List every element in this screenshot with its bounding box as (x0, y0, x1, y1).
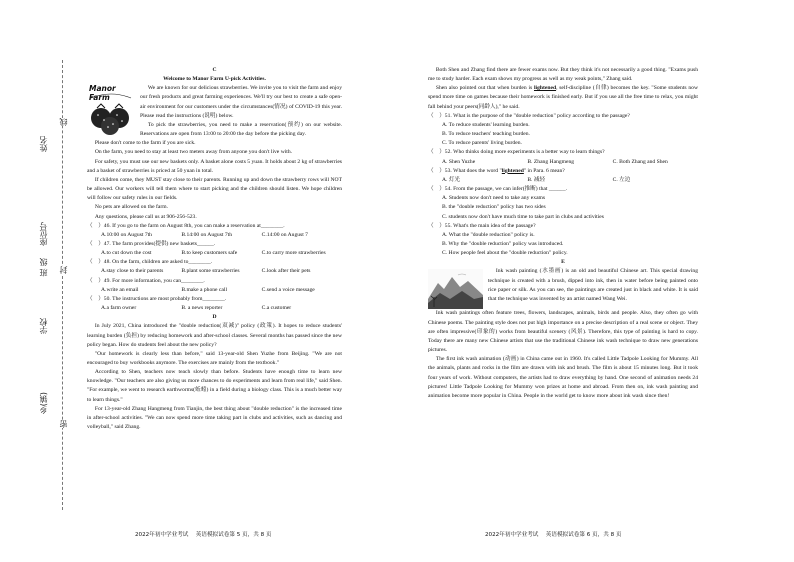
question-53 (428, 167, 698, 176)
question-46-options (87, 231, 342, 240)
question-48-options (87, 267, 342, 276)
option-b[interactable]: B.plant some strawberries (181, 268, 240, 275)
option-a[interactable]: A.10:00 on August 7th (101, 231, 152, 238)
option-c[interactable]: C. students now don't have much time to take part in clubs and activities (442, 213, 604, 220)
option-c[interactable]: C.send a voice message (261, 286, 315, 293)
c-paragraph-4: On the farm, you need to stay at least two meters away from anyone you don't live with. (94, 149, 293, 156)
question-54: （ ）54. From the passage, we can infer(推断) that ______. (428, 186, 568, 193)
option-c[interactable]: C.look after their pets (261, 268, 311, 275)
r-paragraph-1: Both Shen and Zhang find there are fewer exams now. But they think it's not necessarily a good thing. "Exams push me to study harder. Each exam shows my progress as well as my weak points," Zhang said. (428, 67, 698, 83)
option-c[interactable]: C. Both Zhang and Shen (612, 158, 668, 165)
section-e-title: E (561, 259, 565, 266)
seal-mark-xian: 线 (59, 118, 68, 126)
option-a[interactable]: A. To reduce students' learning burden. (442, 121, 530, 128)
option-a[interactable]: A.a farm owner (101, 305, 137, 312)
seal-mark-feng: 封 (59, 266, 68, 274)
option-a[interactable]: A.to cut down the cost (101, 250, 152, 257)
option-a[interactable]: A. Shen Yuzhe (442, 158, 476, 165)
question-53-end: " in Para. 6 mean? (523, 167, 565, 174)
question-53-options (428, 176, 698, 185)
question-46: （ ）46. If you go to the farm on August 8th, you can make a reservation at________. (87, 222, 285, 229)
option-a[interactable]: A. Students now don't need to take any exams (442, 195, 546, 202)
question-47-options (87, 249, 342, 258)
option-a[interactable]: A. 灯光 (442, 176, 461, 183)
option-b[interactable]: B.14:00 on August 7th (181, 231, 232, 238)
option-c[interactable]: C. How people feel about the "double reduction" policy. (442, 250, 568, 257)
d-paragraph-2: "Our homework is clearly less than before," said 13-year-old Shen Yuzhe from Beijing. "We are not encouraged to buy workbooks anymore. The exercises are mainly from the textbook." (87, 350, 342, 366)
school-label: 学校 (39, 318, 48, 334)
c-paragraph-2: To pick the strawberries, you need to make a reservation(预约) on our website. Reservations are open from 13:00 to 20:00 the day before the picking day. (140, 121, 342, 138)
r-paragraph-2-end: , self-discipline (自律) becomes the key. "Some students now spend more time on games because their homework is finished early. But if you use all the free time to relax, you might fall behind your peers(同龄人)," he said. (428, 85, 698, 110)
section-c-title: C (212, 67, 217, 73)
r-paragraph-2-start: Shen also pointed out that when burden is (435, 85, 534, 92)
question-50-options (87, 304, 342, 313)
question-49-options (87, 286, 342, 295)
option-c[interactable]: C.a customer (261, 305, 292, 312)
r-paragraph-2 (428, 84, 698, 111)
question-52-options (428, 158, 698, 167)
e-paragraph-2: Ink wash paintings often feature trees, flowers, landscapes, animals, birds and people. Also, they often go with Chinese poems. The painting style does not put high importance on a precise description of a real scene or object. They are often impressive(印象的) works from beautiful scenery (风景). Therefore, this type of painting is hard to copy. Today there are many new Chinese artists that use the traditional Chinese ink wash technique to draw new generations pictures. (428, 310, 698, 354)
question-49: （ ）49. For more information, you can________. (87, 277, 205, 284)
question-52: （ ）52. Who thinks doing more experiments is a better way to learn things? (428, 149, 605, 156)
lightened-word: lightened (533, 85, 557, 92)
seat-number-label: 座位号 (39, 222, 48, 246)
option-b[interactable]: B. Zhang Hangmeng (527, 158, 575, 165)
option-b[interactable]: B. To reduce teachers' teaching burden. (442, 131, 530, 138)
c-paragraph-1: We are known for our delicious strawberries. We invite you to visit the farm and enjoy our fresh products and great farming experiences. We'll try our best to create a safe open-air environment for our customers under the circumstances(情况) of COVID-19 this year. Please read the instructions (说明) below. (140, 85, 342, 119)
option-c[interactable]: C. 左边 (612, 176, 631, 183)
binding-margin (0, 0, 80, 562)
question-53-start: （ ）53. What does the word " (428, 167, 502, 174)
option-b[interactable]: B.to keep customers safe (181, 250, 238, 257)
option-c[interactable]: C.to carry more strawberries (261, 250, 326, 257)
question-47: （ ）47. The farm provides(提供) new baskets______. (87, 240, 216, 247)
option-b[interactable]: B. 减轻 (527, 176, 546, 183)
question-48: （ ）48. On the farm, children are asked to________. (87, 259, 213, 266)
question-55: （ ）55. What's the main idea of the passage? (428, 222, 536, 229)
c-paragraph-5: For safety, you must use our new baskets only. A basket alone costs 5 yuan. It holds about 2 kg of strawberries and a basket of strawberries is priced at 50 yuan in total. (87, 158, 342, 174)
seal-mark-mi: 密 (59, 420, 68, 428)
right-column (428, 66, 698, 401)
question-51: （ ）51. What is the purpose of the "double reduction" policy according to the passage? (428, 112, 630, 119)
class-label: 班 级 (39, 258, 48, 277)
option-a[interactable]: A. What the "double reduction" policy is. (442, 231, 535, 238)
left-page-footer: 2022年初中学业考试 英语模拟试卷第 5 页，共 8 页 (135, 532, 272, 538)
d-paragraph-1: In July 2021, China introduced the "double reduction(双减)" policy (政策). It hopes to reduce students' learning burden (负担) by reducing homework and after-school classes. Several months has passed since the new policy began. How do students feel about the new policy? (87, 323, 342, 348)
name-label: 姓名 (39, 136, 48, 152)
ink-landscape-painting (428, 269, 483, 309)
section-d-title: D (212, 314, 217, 321)
c-paragraph-8: Any questions, please call us at 906-256-523. (94, 213, 197, 220)
option-b[interactable]: B.make a phone call (181, 286, 227, 293)
c-paragraph-3: Please don't come to the farm if you are sick. (94, 140, 196, 147)
e-paragraph-3: The first ink wash animation (动画) in China came out in 1960. It's called Little Tadpole Looking for Mummy. All the animals, plants and rocks in the film are drawn with ink and brush. The film is about 15 minutes long. But it took four years of work. Without computers, the artists had to draw everything by hand. One second of animation needs 24 pictures! Little Tadpole Looking for Mummy won prizes at home and abroad. From then on, ink wash painting and animation become more popular in China. People in the world get to know more about ink wash since then! (428, 356, 698, 399)
e-paragraph-1: Ink wash painting (水墨画) is an old and beautiful Chinese art. This special drawing technique is created with a brush, dipped into ink, then in water before being painted onto rice paper or silk. As you can see, the paintings are created just in black and white. It is said that the technique was invented by an artist named Wang Wei. (488, 268, 698, 302)
option-a[interactable]: A.stay close to their parents (101, 268, 164, 275)
option-b[interactable]: B. a news reporter (181, 305, 223, 312)
d-paragraph-3: According to Shen, teachers now teach slowly than before. Students have enough time to learn new knowledge. "Our teachers are also giving us more chances to do experiments and learn from real life," said Shen. "For example, we went to research earthworms(蚯蚓) in a field during a biology class. This is a much better way to learn things." (87, 369, 342, 403)
c-paragraph-6: If children come, they MUST stay close to their parents. Running up and down the strawberry rows will NOT be allowed. Our workers will tell them where to start picking and the children should listen. We hope children will follow our safety rules in our fields. (87, 176, 342, 202)
option-c[interactable]: C. To reduce parents' living burden. (442, 140, 522, 147)
d-paragraph-4: For 13-year-old Zhang Hangmeng from Tianjin, the best thing about "double reduction" is the increased time in after-school activities. "We can now spend more time taking part in clubs and activities, such as dancing and volleyball," said Zhang. (87, 405, 342, 431)
left-column (87, 66, 342, 432)
c-paragraph-7: No pets are allowed on the farm. (94, 204, 168, 211)
option-a[interactable]: A.write an email (101, 286, 139, 293)
question-50: （ ）50. The instructions are most probably from________. (87, 295, 227, 302)
seal-line (62, 60, 63, 510)
manor-farm-logo (87, 84, 135, 136)
right-page-footer: 2022年初中学业考试 英语模拟试卷第 6 页，共 8 页 (485, 532, 622, 538)
township-label: 乡(镇) (39, 392, 48, 415)
logo-text: Manor Farm (89, 84, 116, 103)
option-b[interactable]: B. the "double reduction" policy has two sides (442, 204, 546, 211)
question-53-word: lightened (501, 167, 524, 174)
option-b[interactable]: B. Why the "double reduction" policy was introduced. (442, 240, 564, 247)
option-c[interactable]: C.14:00 on August 7 (261, 231, 308, 238)
section-c-heading: Welcome to Manor Farm U-pick Activities. (163, 76, 266, 83)
